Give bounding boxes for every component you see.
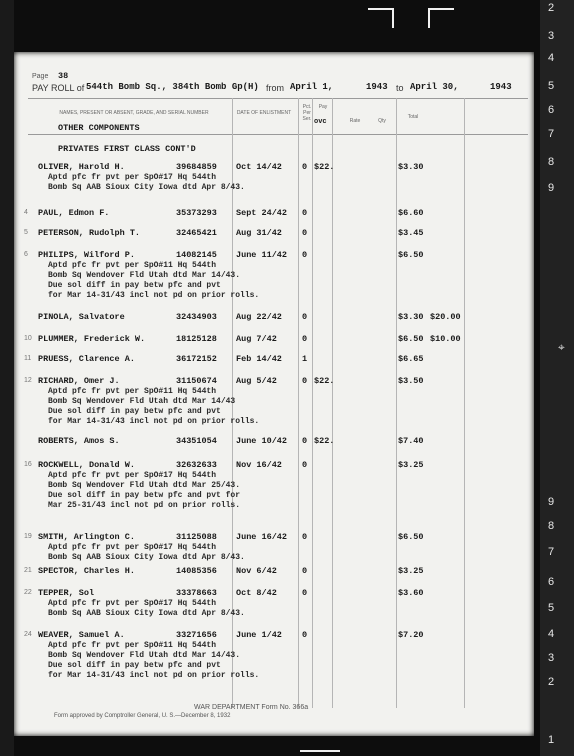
enlistment-date: Nov 6/42: [236, 566, 277, 576]
serial-number: 18125128: [176, 334, 217, 344]
amount: $3.45: [398, 228, 424, 238]
amount: $6.50: [398, 334, 424, 344]
film-edge-number: 4: [548, 52, 555, 64]
table-rule: [28, 98, 528, 99]
enlistment-date: Feb 14/42: [236, 354, 282, 364]
film-edge-number: 8: [548, 520, 555, 532]
registration-mark: [428, 8, 454, 28]
soldier-name: TEPPER, Sol: [38, 588, 95, 598]
table-rule: [28, 134, 528, 135]
line-number: 16: [24, 461, 32, 468]
group-heading: OTHER COMPONENTS: [58, 123, 140, 133]
remark-line: Bomb Sq AAB Sioux City Iowa dtd Apr 8/43.: [48, 183, 245, 192]
amount: $3.25: [398, 566, 424, 576]
base-pay: $22.: [314, 162, 335, 172]
soldier-name: OLIVER, Harold H.: [38, 162, 125, 172]
remark-line: Due sol diff in pay betw pfc and pvt: [48, 407, 221, 416]
serial-number: 33271656: [176, 630, 217, 640]
service-code: 0: [302, 566, 308, 576]
film-edge-number: 6: [548, 104, 555, 116]
soldier-name: PETERSON, Rudolph T.: [38, 228, 141, 238]
film-edge-number: 2: [548, 2, 555, 14]
deduction-amount: $10.00: [430, 334, 461, 344]
soldier-name: PAUL, Edmon F.: [38, 208, 110, 218]
serial-number: 32632633: [176, 460, 217, 470]
page-label: Page: [32, 73, 49, 80]
from-label: from: [266, 83, 284, 93]
service-code: 0: [302, 376, 308, 386]
pay-code: ovc: [314, 118, 327, 126]
amount: $7.20: [398, 630, 424, 640]
service-code: 0: [302, 208, 308, 218]
column-header-service: Pct. Per Ser.: [302, 104, 312, 122]
service-code: 0: [302, 312, 308, 322]
enlistment-date: Aug 5/42: [236, 376, 277, 386]
amount: $6.50: [398, 250, 424, 260]
service-code: 0: [302, 436, 308, 446]
film-edge-right: [540, 0, 574, 756]
remark-line: Due sol diff in pay betw pfc and pvt: [48, 661, 221, 670]
film-edge-number: 4: [548, 628, 555, 640]
remark-line: for Mar 14-31/43 incl not pd on prior rolls.: [48, 671, 260, 680]
year-from: 1943: [366, 82, 388, 92]
column-header-rate: Rate: [349, 118, 361, 124]
serial-number: 32465421: [176, 228, 217, 238]
serial-number: 14082145: [176, 250, 217, 260]
enlistment-date: Aug 31/42: [236, 228, 282, 238]
film-edge-number: 8: [548, 156, 555, 168]
service-code: 0: [302, 250, 308, 260]
column-header-pay: Pay: [318, 104, 328, 110]
film-edge-number: 1: [548, 734, 555, 746]
enlistment-date: June 16/42: [236, 532, 288, 542]
film-edge-number: 9: [548, 182, 555, 194]
remark-line: Aptd pfc fr pvt per SpO#17 Hq 544th: [48, 543, 217, 552]
line-number: 22: [24, 589, 32, 596]
serial-number: 35373293: [176, 208, 217, 218]
payroll-label: PAY ROLL of: [32, 83, 85, 93]
to-date: April 30,: [410, 82, 459, 92]
remark-line: Aptd pfc fr pvt per SpO#17 Hq 544th: [48, 599, 217, 608]
film-edge-number: 5: [548, 80, 555, 92]
line-number: 6: [24, 251, 28, 258]
amount: $6.50: [398, 532, 424, 542]
remark-line: Bomb Sq AAB Sioux City Iowa dtd Apr 8/43.: [48, 553, 245, 562]
column-header-qty: Qty: [378, 118, 386, 124]
column-rule: [312, 98, 313, 708]
enlistment-date: Sept 24/42: [236, 208, 288, 218]
soldier-name: PHILIPS, Wilford P.: [38, 250, 135, 260]
column-rule: [298, 98, 299, 708]
remark-line: for Mar 14-31/43 incl not pd on prior rolls.: [48, 291, 260, 300]
column-header-enlistment: DATE OF ENLISTMENT: [236, 110, 292, 116]
remark-line: Bomb Sq Wendover Fld Utah dtd Mar 25/43.: [48, 481, 241, 490]
serial-number: 14085356: [176, 566, 217, 576]
service-code: 0: [302, 228, 308, 238]
soldier-name: ROBERTS, Amos S.: [38, 436, 120, 446]
amount: $6.60: [398, 208, 424, 218]
footer-form: WAR DEPARTMENT Form No. 366a: [194, 704, 309, 711]
enlistment-date: Aug 7/42: [236, 334, 277, 344]
enlistment-date: June 11/42: [236, 250, 288, 260]
soldier-name: WEAVER, Samuel A.: [38, 630, 125, 640]
organization: 544th Bomb Sq., 384th Bomb Gp(H): [86, 82, 259, 92]
amount: $3.25: [398, 460, 424, 470]
line-number: 19: [24, 533, 32, 540]
footer-approval: Form approved by Comptroller General, U. S.—December 8, 1932: [54, 713, 231, 719]
film-edge-number: 2: [548, 676, 555, 688]
soldier-name: PRUESS, Clarence A.: [38, 354, 135, 364]
section-title: PRIVATES FIRST CLASS CONT'D: [58, 144, 196, 154]
from-date: April 1,: [290, 82, 334, 92]
film-edge-number: 6: [548, 576, 555, 588]
service-code: 0: [302, 630, 308, 640]
amount: $3.50: [398, 376, 424, 386]
amount: $3.60: [398, 588, 424, 598]
film-edge-number: 9: [548, 496, 555, 508]
to-label: to: [396, 83, 404, 93]
serial-number: 34351054: [176, 436, 217, 446]
serial-number: 39684859: [176, 162, 217, 172]
serial-number: 32434903: [176, 312, 217, 322]
soldier-name: SMITH, Arlington C.: [38, 532, 135, 542]
service-code: 0: [302, 532, 308, 542]
film-edge-left: [0, 0, 14, 756]
payroll-page: [14, 52, 534, 736]
service-code: 0: [302, 588, 308, 598]
registration-mark: [368, 8, 394, 28]
column-rule: [332, 98, 333, 708]
amount: $6.65: [398, 354, 424, 364]
amount: $3.30: [398, 312, 424, 322]
soldier-name: RICHARD, Omer J.: [38, 376, 120, 386]
deduction-amount: $20.00: [430, 312, 461, 322]
remark-line: Bomb Sq AAB Sioux City Iowa dtd Apr 8/43.: [48, 609, 245, 618]
service-code: 0: [302, 162, 308, 172]
enlistment-date: June 1/42: [236, 630, 282, 640]
remark-line: Bomb Sq Wendover Fld Utah dtd Mar 14/43.: [48, 651, 241, 660]
film-edge-number: 7: [548, 128, 555, 140]
enlistment-date: Aug 22/42: [236, 312, 282, 322]
remark-line: Aptd pfc fr pvt per SpO#17 Hq 544th: [48, 173, 217, 182]
column-rule: [396, 98, 397, 708]
remark-line: Aptd pfc fr pvt per SpO#11 Hq 544th: [48, 641, 217, 650]
remark-line: Bomb Sq Wendover Fld Utah dtd Mar 14/43: [48, 397, 236, 406]
film-edge-number: 3: [548, 652, 555, 664]
remark-line: Aptd pfc fr pvt per SpO#11 Hq 544th: [48, 387, 217, 396]
enlistment-date: June 10/42: [236, 436, 288, 446]
column-header-total: Total: [407, 114, 419, 120]
remark-line: Due sol diff in pay betw pfc and pvt: [48, 281, 221, 290]
year-to: 1943: [490, 82, 512, 92]
remark-line: Due sol diff in pay betw pfc and pvt for: [48, 491, 241, 500]
line-number: 10: [24, 335, 32, 342]
enlistment-date: Oct 14/42: [236, 162, 282, 172]
serial-number: 33378663: [176, 588, 217, 598]
scan-target-icon: ⌖: [558, 340, 565, 354]
soldier-name: PLUMMER, Frederick W.: [38, 334, 146, 344]
soldier-name: ROCKWELL, Donald W.: [38, 460, 135, 470]
page-number: 38: [58, 71, 69, 81]
enlistment-date: Oct 8/42: [236, 588, 277, 598]
serial-number: 31150674: [176, 376, 217, 386]
service-code: 0: [302, 460, 308, 470]
column-rule: [464, 98, 465, 708]
enlistment-date: Nov 16/42: [236, 460, 282, 470]
remark-line: for Mar 14-31/43 incl not pd on prior rolls.: [48, 417, 260, 426]
film-edge-number: 5: [548, 602, 555, 614]
line-number: 24: [24, 631, 32, 638]
service-code: 0: [302, 334, 308, 344]
line-number: 5: [24, 229, 28, 236]
column-header-names: NAMES, PRESENT OR ABSENT, GRADE, AND SERIAL NUMBER: [59, 110, 209, 116]
soldier-name: PINOLA, Salvatore: [38, 312, 125, 322]
line-number: 4: [24, 209, 28, 216]
remark-line: Aptd pfc fr pvt per SpO#11 Hq 544th: [48, 261, 217, 270]
amount: $3.30: [398, 162, 424, 172]
line-number: 21: [24, 567, 32, 574]
line-number: 12: [24, 377, 32, 384]
film-edge-number: 7: [548, 546, 555, 558]
serial-number: 36172152: [176, 354, 217, 364]
base-pay: $22.: [314, 376, 335, 386]
soldier-name: SPECTOR, Charles H.: [38, 566, 135, 576]
film-edge-number: 3: [548, 30, 555, 42]
registration-mark: [300, 740, 340, 752]
amount: $7.40: [398, 436, 424, 446]
remark-line: Aptd pfc fr pvt per SpO#17 Hq 544th: [48, 471, 217, 480]
remark-line: Mar 25-31/43 incl not pd on prior rolls.: [48, 501, 241, 510]
remark-line: Bomb Sq Wendover Fld Utah dtd Mar 14/43.: [48, 271, 241, 280]
service-code: 1: [302, 354, 308, 364]
base-pay: $22.: [314, 436, 335, 446]
line-number: 11: [24, 355, 32, 362]
serial-number: 31125088: [176, 532, 217, 542]
